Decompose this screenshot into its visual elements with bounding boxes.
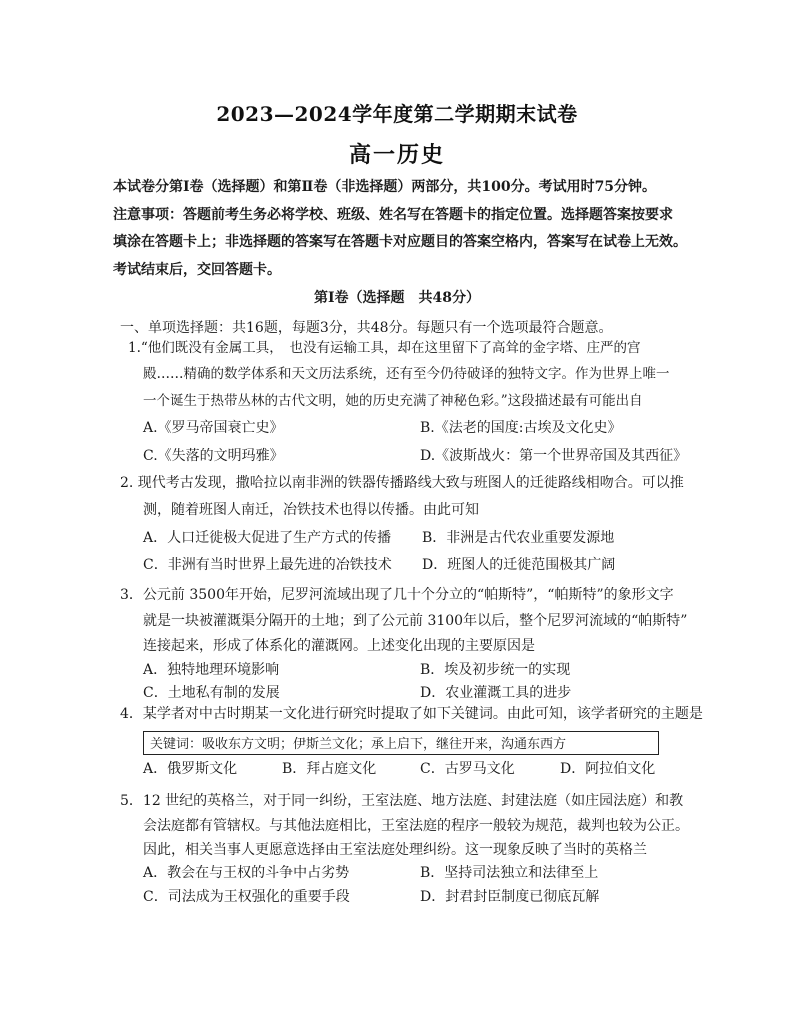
instruction-line: 考试结束后，交回答题卡。 xyxy=(113,262,281,278)
question-2-option-a[interactable]: A．人口迁徙极大促进了生产方式的传播 xyxy=(143,530,392,546)
question-4-option-b[interactable]: B．拜占庭文化 xyxy=(282,761,377,777)
question-5-line: 5．12 世纪的英格兰，对于同一纠纷，王室法庭、地方法庭、封建法庭（如庄园法庭）和教 xyxy=(120,793,684,809)
exam-title: 2023—2024学年度第二学期期末试卷 xyxy=(216,102,578,126)
question-5-option-a[interactable]: A．教会在与王权的斗争中占劣势 xyxy=(143,865,350,881)
part-heading: 一、单项选择题：共16题，每题3分，共48分。每题只有一个选项最符合题意。 xyxy=(120,320,613,336)
question-5-option-c[interactable]: C．司法成为王权强化的重要手段 xyxy=(143,889,350,905)
question-5-line: 会法庭都有管辖权。与其他法庭相比，王室法庭的程序一般较为规范，裁判也较为公正。 xyxy=(143,818,689,834)
question-1-option-a[interactable]: A.《罗马帝国衰亡史》 xyxy=(143,420,284,436)
question-2-option-b[interactable]: B．非洲是古代农业重要发源地 xyxy=(422,530,615,546)
question-2-line: 2. 现代考古发现，撒哈拉以南非洲的铁器传播路线大致与班图人的迁徙路线相吻合。可以推 xyxy=(120,475,684,491)
question-1-option-d[interactable]: D.《波斯战火：第一个世界帝国及其西征》 xyxy=(420,448,688,464)
question-1-option-b[interactable]: B.《法老的国度:古埃及文化史》 xyxy=(420,420,622,436)
question-5-line: 因此，相关当事人更愿意选择由王室法庭处理纠纷。这一现象反映了当时的英格兰 xyxy=(143,842,647,858)
question-4-option-a[interactable]: A．俄罗斯文化 xyxy=(143,761,238,777)
question-4-option-c[interactable]: C．古罗马文化 xyxy=(420,761,515,777)
question-3-option-a[interactable]: A．独特地理环境影响 xyxy=(143,662,280,678)
question-3-option-c[interactable]: C．土地私有制的发展 xyxy=(143,685,280,701)
instruction-line: 填涂在答题卡上；非选择题的答案写在答题卡对应题目的答案空格内，答案写在试卷上无效。 xyxy=(113,234,687,250)
question-3-line: 连接起来，形成了体系化的灌溉网。上述变化出现的主要原因是 xyxy=(143,638,535,654)
question-1-line: 殿……精确的数学体系和天文历法系统，还有至今仍待破译的独特文字。作为世界上唯一 xyxy=(143,366,670,382)
question-3-line: 3．公元前 3500年开始，尼罗河流域出现了几十个分立的“帕斯特”，“帕斯特”的象形文字 xyxy=(120,587,674,603)
question-5-option-b[interactable]: B．坚持司法独立和法律至上 xyxy=(420,865,599,881)
instruction-line: 本试卷分第Ⅰ卷（选择题）和第Ⅱ卷（非选择题）两部分，共100分。考试用时75分钟。 xyxy=(113,179,657,195)
question-1-line: 一个诞生于热带丛林的古代文明，她的历史充满了神秘色彩。”这段描述最有可能出自 xyxy=(143,393,643,409)
section-title: 第Ⅰ卷（选择题 共48分） xyxy=(313,290,481,306)
question-4-option-d[interactable]: D．阿拉伯文化 xyxy=(560,761,656,777)
question-2-line: 测，随着班图人南迁，冶铁技术也得以传播。由此可知 xyxy=(143,502,479,518)
exam-subject: 高一历史 xyxy=(348,142,445,168)
question-2-option-d[interactable]: D．班图人的迁徙范围极其广阔 xyxy=(422,557,616,573)
question-3-line: 就是一块被灌溉渠分隔开的土地；到了公元前 3100年以后，整个尼罗河流域的“帕斯特” xyxy=(143,613,688,629)
question-3-option-b[interactable]: B．埃及初步统一的实现 xyxy=(420,662,571,678)
instruction-line: 注意事项：答题前考生务必将学校、班级、姓名写在答题卡的指定位置。选择题答案按要求 xyxy=(113,207,673,223)
question-5-option-d[interactable]: D．封君封臣制度已彻底瓦解 xyxy=(420,889,600,905)
question-3-option-d[interactable]: D．农业灌溉工具的进步 xyxy=(420,685,572,701)
question-2-option-c[interactable]: C．非洲有当时世界上最先进的冶铁技术 xyxy=(143,557,392,573)
keywords-text: 关键词：吸收东方文明；伊斯兰文化；承上启下，继往开来，沟通东西方 xyxy=(150,737,567,752)
question-1-line: 1.“他们既没有金属工具， 也没有运输工具，却在这里留下了高耸的金字塔、庄严的宫 xyxy=(128,340,641,356)
question-1-option-c[interactable]: C.《失落的文明玛雅》 xyxy=(143,448,284,464)
question-4-line: 4．某学者对中古时期某一文化进行研究时提取了如下关键词。由此可知，该学者研究的主题是 xyxy=(120,706,703,722)
